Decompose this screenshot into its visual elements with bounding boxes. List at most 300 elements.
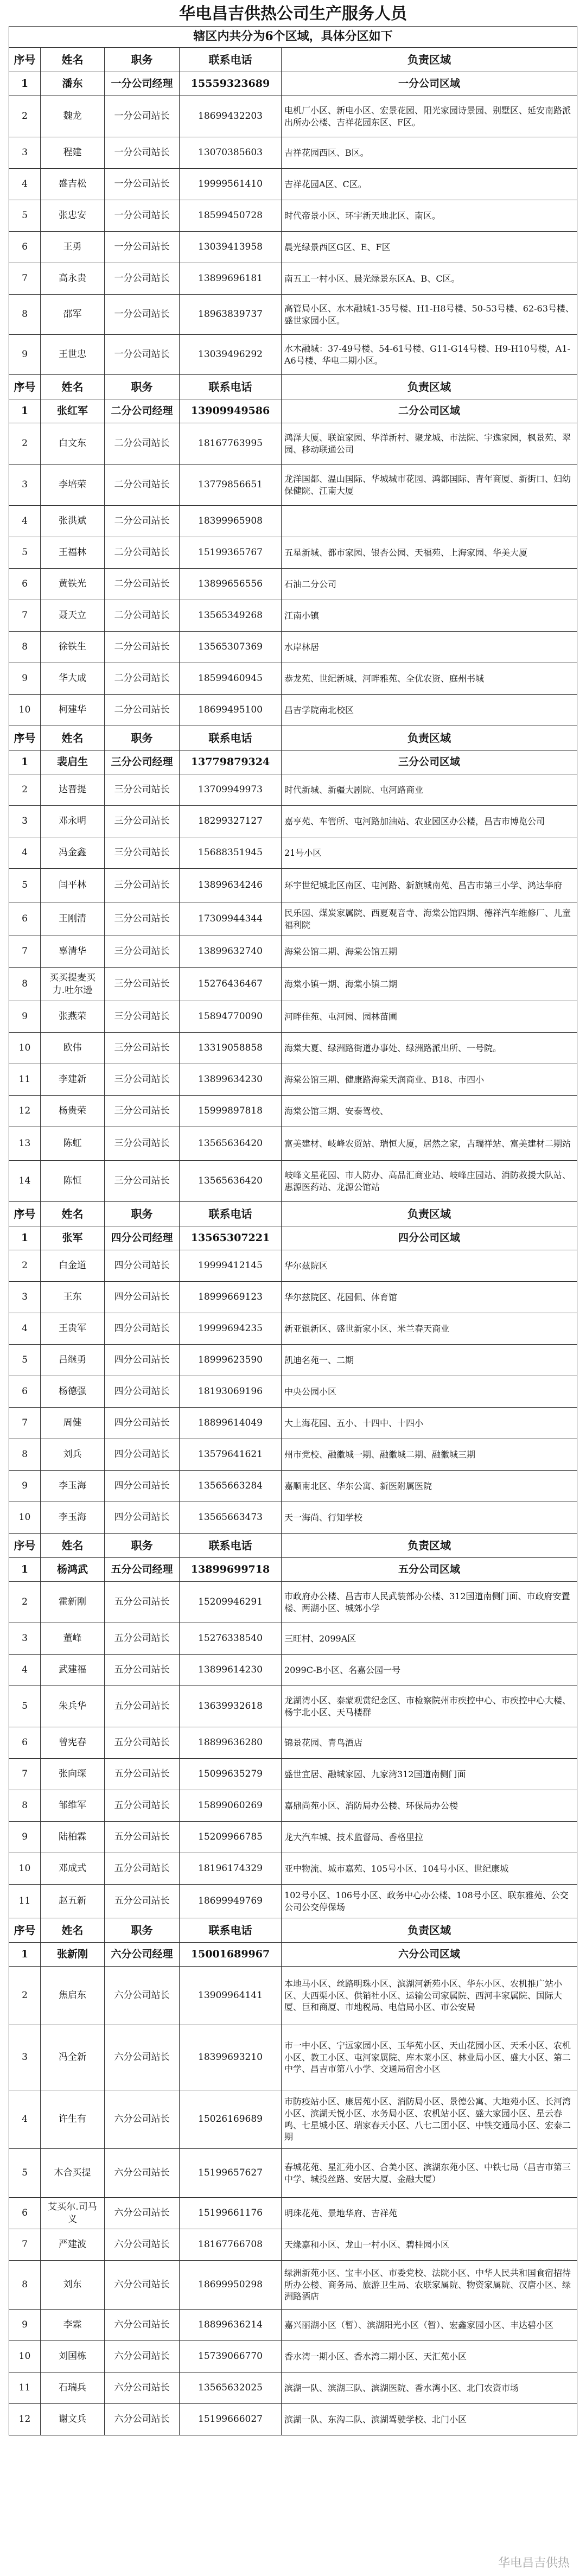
responsible-area: 绿洲新苑小区、宝丰小区、市委党校、法院小区、中华人民共和国食宿招待所办公楼、商务局、旅游卫生局、农联家属院、物资家属院、汉唐小区、绿洲路酒店 [282, 2261, 577, 2310]
header-role: 职务 [105, 726, 180, 750]
responsible-area: 时代帝景小区、环宇新天地北区、南区。 [282, 200, 577, 232]
header-phone: 联系电话 [180, 1202, 282, 1226]
table-row [9, 232, 577, 263]
row-number: 3 [9, 806, 41, 837]
section-header-row [9, 1534, 577, 1558]
row-number: 3 [9, 1623, 41, 1655]
person-name: 刘国栋 [41, 2341, 105, 2373]
person-name: 潘东 [41, 72, 105, 96]
responsible-area: 吉祥花园A区、C区。 [282, 169, 577, 200]
person-role: 三分公司站长 [105, 1064, 180, 1096]
header-area: 负责区域 [282, 1534, 577, 1558]
table-row [9, 806, 577, 837]
row-number: 2 [9, 1582, 41, 1623]
person-role: 五分公司站长 [105, 1582, 180, 1623]
person-role: 五分公司站长 [105, 1655, 180, 1686]
person-name: 李培荣 [41, 465, 105, 506]
row-number: 5 [9, 1345, 41, 1376]
responsible-area: 海棠大夏、绿洲路街道办事处、绿洲路派出所、一号院。 [282, 1033, 577, 1064]
phone-number: 15688351945 [180, 837, 282, 869]
row-number: 8 [9, 295, 41, 335]
person-name: 邓成式 [41, 1853, 105, 1885]
responsible-area: 明珠花苑、景地华府、吉祥苑 [282, 2198, 577, 2229]
person-name: 张洪斌 [41, 506, 105, 537]
row-number: 12 [9, 1096, 41, 1127]
person-role: 六分公司站长 [105, 2341, 180, 2373]
row-number: 4 [9, 169, 41, 200]
person-name: 高永贵 [41, 263, 105, 295]
page-title: 华电昌吉供热公司生产服务人员 [179, 4, 407, 23]
header-phone: 联系电话 [180, 48, 282, 72]
person-name: 闫平林 [41, 869, 105, 902]
table-row [9, 695, 577, 726]
person-name: 曾宪春 [41, 1727, 105, 1759]
responsible-area: 市政府办公楼、昌吉市人民武装部办公楼、312国道南侧门面、市政府安置楼、两湖小区、城郊小学 [282, 1582, 577, 1623]
responsible-area: 海棠公馆二期、海棠公馆五期 [282, 936, 577, 968]
responsible-area: 电机厂小区、新电小区、宏景花园、阳光家园诗景园、别墅区、延安南路派出所办公楼、吉祥花园东区、F区。 [282, 96, 577, 137]
responsible-area: 高管局小区、水木融城1-35号楼、H1-H8号楼、50-53号楼、62-63号楼、盛世家园小区。 [282, 295, 577, 335]
row-number: 9 [9, 1822, 41, 1853]
person-role: 二分公司经理 [105, 399, 180, 423]
header-role: 职务 [105, 48, 180, 72]
header-no: 序号 [9, 1534, 41, 1558]
person-name: 邓永明 [41, 806, 105, 837]
phone-number: 18599450728 [180, 200, 282, 232]
header-role: 职务 [105, 1918, 180, 1943]
table-row [9, 1759, 577, 1790]
person-name: 聂天立 [41, 600, 105, 632]
person-name: 李霖 [41, 2310, 105, 2341]
row-number: 4 [9, 1313, 41, 1345]
table-row [9, 1686, 577, 1727]
phone-number: 15559323689 [180, 72, 282, 96]
person-name: 吕继勇 [41, 1345, 105, 1376]
responsible-area: 晨光绿景西区G区、E、F区 [282, 232, 577, 263]
row-number: 8 [9, 632, 41, 663]
person-name: 杨德强 [41, 1376, 105, 1408]
table-row [9, 1127, 577, 1161]
row-number: 6 [9, 232, 41, 263]
phone-number: 15276338540 [180, 1623, 282, 1655]
header-role: 职务 [105, 375, 180, 399]
row-number: 8 [9, 1439, 41, 1471]
responsible-area: 五星新城、都市家园、银杏公园、天福苑、上海家园、华美大厦 [282, 537, 577, 569]
person-role: 三分公司站长 [105, 774, 180, 806]
row-number: 4 [9, 1655, 41, 1686]
responsible-area: 吉祥花园西区、B区。 [282, 137, 577, 169]
phone-number: 18399693210 [180, 2025, 282, 2090]
row-number: 5 [9, 200, 41, 232]
responsible-area: 华尔兹院区 [282, 1250, 577, 1282]
person-name: 邹维军 [41, 1790, 105, 1822]
responsible-area: 恭龙苑、世纪新城、河畔雅苑、全优农资、庭州书城 [282, 663, 577, 695]
person-name: 陈虹 [41, 1127, 105, 1161]
responsible-area: 龙湖湾小区、泰蒙观赏纪念区、市检察院州市疾控中心、市疾控中心大楼、杨宇北小区、天马楼群 [282, 1686, 577, 1727]
responsible-area: 春城花苑、星汇苑小区、合美小区、滨湖东苑小区、中铁七局（昌吉市第三中学、城投丝路、安居大厦、金融大厦） [282, 2149, 577, 2198]
manager-row [9, 1558, 577, 1582]
phone-number: 19999694235 [180, 1313, 282, 1345]
responsible-area: 河畔佳苑、屯河园、园林苗圃 [282, 1001, 577, 1033]
table-row [9, 600, 577, 632]
table-row [9, 137, 577, 169]
person-role: 二分公司站长 [105, 695, 180, 726]
person-role: 四分公司站长 [105, 1313, 180, 1345]
row-number: 1 [9, 1226, 41, 1250]
responsible-area: 三旺村、2099A区 [282, 1623, 577, 1655]
row-number: 10 [9, 1853, 41, 1885]
phone-number: 13565663284 [180, 1471, 282, 1502]
person-role: 五分公司站长 [105, 1853, 180, 1885]
person-name: 董峰 [41, 1623, 105, 1655]
person-name: 王贵军 [41, 1313, 105, 1345]
person-name: 谢文兵 [41, 2404, 105, 2435]
person-role: 四分公司站长 [105, 1250, 180, 1282]
responsible-area: 岐峰文星花园、市人防办、高品汇商业站、岐峰庄园站、消防救援大队站、惠源医药站、龙源公馆站 [282, 1161, 577, 1202]
person-name: 周健 [41, 1408, 105, 1439]
person-name: 冯金鑫 [41, 837, 105, 869]
table-row [9, 869, 577, 902]
responsible-area: 滨湖一队、滨湖三队、滨湖医院、香水湾小区、北门农资市场 [282, 2373, 577, 2404]
row-number: 3 [9, 2025, 41, 2090]
person-name: 杨贵荣 [41, 1096, 105, 1127]
person-role: 六分公司站长 [105, 2149, 180, 2198]
phone-number: 13779856651 [180, 465, 282, 506]
phone-number: 13909964141 [180, 1967, 282, 2025]
person-name: 霍新刚 [41, 1582, 105, 1623]
table-row [9, 2025, 577, 2090]
person-name: 木合买提 [41, 2149, 105, 2198]
phone-number: 18299327127 [180, 806, 282, 837]
phone-number: 13565663473 [180, 1502, 282, 1534]
phone-number: 18699432203 [180, 96, 282, 137]
person-role: 一分公司站长 [105, 96, 180, 137]
header-no: 序号 [9, 48, 41, 72]
person-role: 二分公司站长 [105, 537, 180, 569]
row-number: 6 [9, 1727, 41, 1759]
person-role: 五分公司站长 [105, 1623, 180, 1655]
row-number: 8 [9, 1790, 41, 1822]
phone-number: 18167763995 [180, 423, 282, 465]
table-row [9, 902, 577, 936]
person-name: 达晋提 [41, 774, 105, 806]
table-row [9, 1033, 577, 1064]
phone-number: 19999561410 [180, 169, 282, 200]
table-row [9, 1822, 577, 1853]
person-name: 王福林 [41, 537, 105, 569]
table-row [9, 2404, 577, 2435]
person-name: 赵五新 [41, 1885, 105, 1918]
person-role: 六分公司站长 [105, 2404, 180, 2435]
phone-number: 13709949973 [180, 774, 282, 806]
row-number: 7 [9, 263, 41, 295]
row-number: 6 [9, 902, 41, 936]
person-name: 李玉海 [41, 1471, 105, 1502]
header-name: 姓名 [41, 1202, 105, 1226]
table-row [9, 1282, 577, 1313]
person-name: 辜清华 [41, 936, 105, 968]
row-number: 5 [9, 869, 41, 902]
person-role: 二分公司站长 [105, 600, 180, 632]
person-name: 许生有 [41, 2090, 105, 2149]
person-name: 严建波 [41, 2229, 105, 2261]
person-name: 焦启东 [41, 1967, 105, 2025]
person-role: 三分公司站长 [105, 1096, 180, 1127]
phone-number: 15739066770 [180, 2341, 282, 2373]
phone-number: 13565349268 [180, 600, 282, 632]
responsible-area: 嘉兴丽湖小区（暂）、滨湖阳光小区（暂）、宏鑫家园小区、丰达碧小区 [282, 2310, 577, 2341]
responsible-area: 海棠公馆三期、健康路海棠天润商业、B18、市四小 [282, 1064, 577, 1096]
row-number: 4 [9, 2090, 41, 2149]
row-number: 11 [9, 1885, 41, 1918]
phone-number: 15999897818 [180, 1096, 282, 1127]
table-row [9, 1967, 577, 2025]
person-name: 张向琛 [41, 1759, 105, 1790]
person-role: 六分公司站长 [105, 2198, 180, 2229]
table-row [9, 2341, 577, 2373]
row-number: 2 [9, 1250, 41, 1282]
responsible-area: 21号小区 [282, 837, 577, 869]
person-name: 华大成 [41, 663, 105, 695]
person-role: 六分公司站长 [105, 2090, 180, 2149]
person-role: 一分公司站长 [105, 335, 180, 375]
person-role: 六分公司站长 [105, 2025, 180, 2090]
person-role: 四分公司站长 [105, 1471, 180, 1502]
person-name: 张红军 [41, 399, 105, 423]
manager-row [9, 1943, 577, 1967]
section-header-row [9, 375, 577, 399]
table-row [9, 1096, 577, 1127]
phone-number: 18167766708 [180, 2229, 282, 2261]
person-role: 五分公司站长 [105, 1686, 180, 1727]
person-name: 武建福 [41, 1655, 105, 1686]
phone-number: 18699495100 [180, 695, 282, 726]
phone-number: 18399965908 [180, 506, 282, 537]
row-number: 2 [9, 423, 41, 465]
row-number: 7 [9, 2229, 41, 2261]
phone-number: 18193069196 [180, 1376, 282, 1408]
table-row [9, 1582, 577, 1623]
phone-number: 13899632740 [180, 936, 282, 968]
responsible-area: 富美建材、岐峰农贸站、瑞恒大厦，居然之家，吉瑞祥站、富美建材二期站 [282, 1127, 577, 1161]
person-role: 一分公司站长 [105, 169, 180, 200]
row-number: 13 [9, 1127, 41, 1161]
row-number: 8 [9, 968, 41, 1001]
person-role: 四分公司站长 [105, 1439, 180, 1471]
responsible-area: 时代新城、新疆大剧院、屯河路商业 [282, 774, 577, 806]
row-number: 10 [9, 1033, 41, 1064]
table-row [9, 1313, 577, 1345]
responsible-area: 华尔兹院区、花园佩、体育馆 [282, 1282, 577, 1313]
responsible-area: 102号小区、106号小区、政务中心办公楼、108号小区、联东雅苑、公交公司公交停保场 [282, 1885, 577, 1918]
header-no: 序号 [9, 1918, 41, 1943]
person-role: 四分公司经理 [105, 1226, 180, 1250]
responsible-area: 天一海尚、行知学校 [282, 1502, 577, 1534]
row-number: 1 [9, 1558, 41, 1582]
row-number: 5 [9, 2149, 41, 2198]
table-row [9, 936, 577, 968]
table-row [9, 1376, 577, 1408]
person-name: 李玉海 [41, 1502, 105, 1534]
table-row [9, 423, 577, 465]
person-name: 张燕荣 [41, 1001, 105, 1033]
person-role: 一分公司站长 [105, 295, 180, 335]
phone-number: 13899614230 [180, 1655, 282, 1686]
table-row [9, 1623, 577, 1655]
person-role: 六分公司站长 [105, 2261, 180, 2310]
person-name: 陆柏霖 [41, 1822, 105, 1853]
responsible-area: 鸿泽大厦、联谊家园、华洋新村、聚龙城、市法院、宇逸家园，枫景苑、翠园、移动联通公司 [282, 423, 577, 465]
header-name: 姓名 [41, 48, 105, 72]
person-role: 四分公司站长 [105, 1376, 180, 1408]
manager-row [9, 1226, 577, 1250]
phone-number: 15026169689 [180, 2090, 282, 2149]
table-row [9, 837, 577, 869]
person-role: 一分公司站长 [105, 232, 180, 263]
section-header-row [9, 1918, 577, 1943]
phone-number: 13565632025 [180, 2373, 282, 2404]
person-name: 王刚清 [41, 902, 105, 936]
person-name: 朱兵华 [41, 1686, 105, 1727]
responsible-area: 海棠小镇一期、海棠小镇二期 [282, 968, 577, 1001]
person-name: 欧伟 [41, 1033, 105, 1064]
phone-number: 13899699718 [180, 1558, 282, 1582]
phone-number: 15199666027 [180, 2404, 282, 2435]
person-role: 五分公司站长 [105, 1822, 180, 1853]
phone-number: 15199661176 [180, 2198, 282, 2229]
responsible-area: 州市党校、融徽城一期、融徽城二期、融徽城三期 [282, 1439, 577, 1471]
phone-number: 15276436467 [180, 968, 282, 1001]
responsible-area: 锦景花园、青鸟酒店 [282, 1727, 577, 1759]
person-role: 四分公司站长 [105, 1502, 180, 1534]
table-row [9, 1790, 577, 1822]
phone-number: 13039413958 [180, 232, 282, 263]
table-row [9, 1655, 577, 1686]
row-number: 14 [9, 1161, 41, 1202]
person-role: 二分公司站长 [105, 569, 180, 600]
responsible-area: 民乐园、煤炭家属院、西夏观音寺、海棠公馆四期、德祥汽车维修厂、儿童福利院 [282, 902, 577, 936]
person-role: 六分公司站长 [105, 2229, 180, 2261]
person-role: 三分公司站长 [105, 1161, 180, 1202]
phone-number: 18899636214 [180, 2310, 282, 2341]
person-name: 黄铁光 [41, 569, 105, 600]
responsible-area: 天缘嘉和小区、龙山一村小区、碧桂园小区 [282, 2229, 577, 2261]
table-row [9, 169, 577, 200]
table-row [9, 2090, 577, 2149]
person-name: 陈恒 [41, 1161, 105, 1202]
responsible-area: 三分公司区域 [282, 750, 577, 774]
responsible-area: 凯迪名苑一、二期 [282, 1345, 577, 1376]
responsible-area: 龙洋国都、温山国际、华城城市花园、鸿都国际、青年商厦、新街口、妇幼保健院、江南大厦 [282, 465, 577, 506]
row-number: 9 [9, 1471, 41, 1502]
person-role: 二分公司站长 [105, 632, 180, 663]
row-number: 6 [9, 2198, 41, 2229]
responsible-area: 滨湖一队、东沟二队、滨湖驾驶学校、北门小区 [282, 2404, 577, 2435]
row-number: 1 [9, 1943, 41, 1967]
phone-number: 19999412145 [180, 1250, 282, 1282]
row-number: 1 [9, 72, 41, 96]
row-number: 1 [9, 750, 41, 774]
person-name: 魏龙 [41, 96, 105, 137]
row-number: 2 [9, 96, 41, 137]
row-number: 3 [9, 1282, 41, 1313]
person-role: 三分公司经理 [105, 750, 180, 774]
manager-row [9, 399, 577, 423]
phone-number: 18599460945 [180, 663, 282, 695]
person-role: 一分公司站长 [105, 200, 180, 232]
responsible-area: 市一中小区、宁远家园小区、玉华苑小区、天山花园小区、天禾小区、农机小区、教工小区、屯河家属院、库木莱小区、林业局小区、盛大小区、第二中学、昌吉市第八小学、交通局宿舍小区 [282, 2025, 577, 2090]
header-name: 姓名 [41, 375, 105, 399]
table-row [9, 2149, 577, 2198]
phone-number: 15209966785 [180, 1822, 282, 1853]
phone-number: 18999623590 [180, 1345, 282, 1376]
responsible-area: 中央公园小区 [282, 1376, 577, 1408]
phone-number: 13899634246 [180, 869, 282, 902]
manager-row [9, 750, 577, 774]
person-role: 一分公司站长 [105, 137, 180, 169]
watermark: 华电昌吉供热 [498, 2556, 570, 2570]
phone-number: 15209946291 [180, 1582, 282, 1623]
person-name: 白金道 [41, 1250, 105, 1282]
table-row [9, 2261, 577, 2310]
person-role: 三分公司站长 [105, 837, 180, 869]
table-row [9, 1064, 577, 1096]
table-row [9, 2373, 577, 2404]
table-row [9, 569, 577, 600]
section-header-row [9, 1202, 577, 1226]
person-role: 二分公司站长 [105, 506, 180, 537]
table-row [9, 2229, 577, 2261]
person-role: 六分公司经理 [105, 1943, 180, 1967]
header-role: 职务 [105, 1202, 180, 1226]
table-row [9, 1250, 577, 1282]
person-role: 三分公司站长 [105, 1033, 180, 1064]
row-number: 3 [9, 465, 41, 506]
person-name: 买买提麦买力.吐尔逊 [41, 968, 105, 1001]
person-name: 张新刚 [41, 1943, 105, 1967]
responsible-area: 昌吉学院南北校区 [282, 695, 577, 726]
header-name: 姓名 [41, 1918, 105, 1943]
person-role: 二分公司站长 [105, 663, 180, 695]
phone-number: 13565307221 [180, 1226, 282, 1250]
person-name: 张忠安 [41, 200, 105, 232]
responsible-area: 江南小镇 [282, 600, 577, 632]
person-role: 三分公司站长 [105, 869, 180, 902]
header-area: 负责区域 [282, 48, 577, 72]
person-role: 四分公司站长 [105, 1345, 180, 1376]
person-role: 六分公司站长 [105, 1967, 180, 2025]
table-row [9, 1161, 577, 1202]
row-number: 11 [9, 2373, 41, 2404]
header-phone: 联系电话 [180, 1534, 282, 1558]
responsible-area: 龙大汽车城、技术监督局、香格里拉 [282, 1822, 577, 1853]
phone-number: 13579641621 [180, 1439, 282, 1471]
person-role: 五分公司站长 [105, 1759, 180, 1790]
table-row [9, 2198, 577, 2229]
person-name: 王勇 [41, 232, 105, 263]
responsible-area: 盛世宜居、融城家园、九家湾312国道南侧门面 [282, 1759, 577, 1790]
phone-number: 13565636420 [180, 1161, 282, 1202]
header-role: 职务 [105, 1534, 180, 1558]
person-name: 王世忠 [41, 335, 105, 375]
person-name: 程建 [41, 137, 105, 169]
row-number: 7 [9, 600, 41, 632]
table-row [9, 1001, 577, 1033]
responsible-area: 本地马小区、丝路明珠小区、滨湖河新苑小区、华东小区、农机推广站小区、大西渠小区、供销社小区、运输公司家属院、西河丰家属院、国际大厦、巨和商厦、市地税局、电信局小区、市公安局 [282, 1967, 577, 2025]
person-role: 五分公司站长 [105, 1790, 180, 1822]
person-name: 石瑞兵 [41, 2373, 105, 2404]
person-name: 杨鸿武 [41, 1558, 105, 1582]
table-row [9, 1853, 577, 1885]
